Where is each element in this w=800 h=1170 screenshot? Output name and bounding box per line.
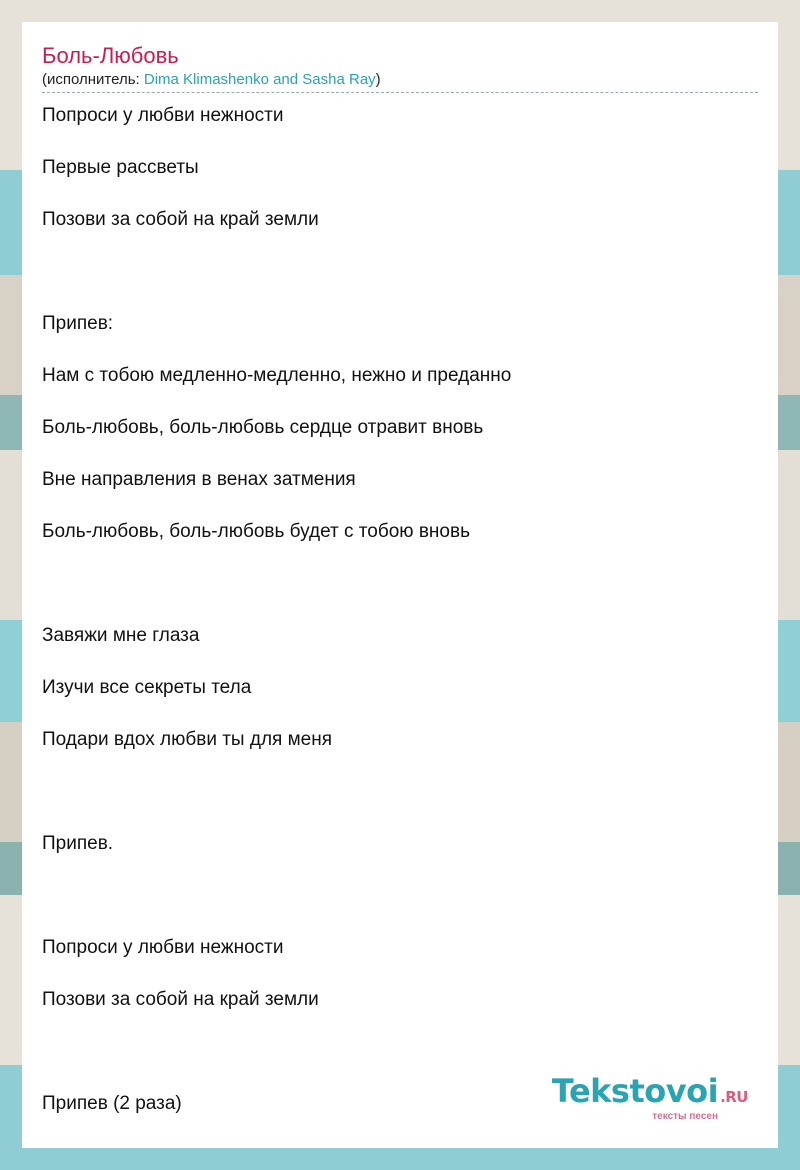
logo-tagline: тексты песен — [652, 1111, 718, 1122]
lyric-line: Боль-любовь, боль-любовь сердце отравит вновь — [42, 417, 484, 438]
lyric-line: Подари вдох любви ты для меня — [42, 729, 333, 750]
artist-line — [42, 70, 758, 93]
lyric-line: Припев (2 раза) — [42, 1093, 182, 1114]
lyric-line: Боль-любовь, боль-любовь будет с тобою вновь — [42, 521, 470, 542]
artist-suffix: ) — [375, 71, 381, 88]
song-title: Боль-Любовь — [42, 43, 179, 68]
artist-link[interactable]: Dima Klimashenko and Sasha Ray — [143, 71, 376, 88]
lyric-line: Позови за собой на край земли — [42, 989, 319, 1010]
lyric-line: Вне направления в венах затмения — [42, 469, 356, 490]
lyric-line — [42, 775, 758, 827]
lyric-line: Попроси у любви нежности — [42, 937, 284, 958]
lyric-line: Первые рассветы — [42, 157, 199, 178]
lyric-line — [42, 567, 758, 619]
lyric-line: Завяжи мне глаза — [42, 625, 200, 646]
lyrics-body — [42, 99, 758, 1139]
lyric-line: Припев. — [42, 833, 114, 854]
lyric-line: Изучи все секреты тела — [42, 677, 252, 698]
logo-text: Tekstovoi — [551, 1072, 719, 1110]
lyric-line: Позови за собой на край земли — [42, 209, 319, 230]
lyric-line: Попроси у любви нежности — [42, 105, 284, 126]
lyric-line: Припев: — [42, 313, 114, 334]
artist-prefix: (исполнитель: — [42, 71, 144, 88]
lyric-line: Нам с тобою медленно-медленно, нежно и преданно — [42, 365, 512, 386]
lyrics-card — [22, 22, 778, 1148]
site-logo[interactable] — [551, 1072, 748, 1122]
logo-tld: .RU — [720, 1088, 748, 1106]
lyric-line — [42, 879, 758, 931]
lyric-line — [42, 255, 758, 307]
